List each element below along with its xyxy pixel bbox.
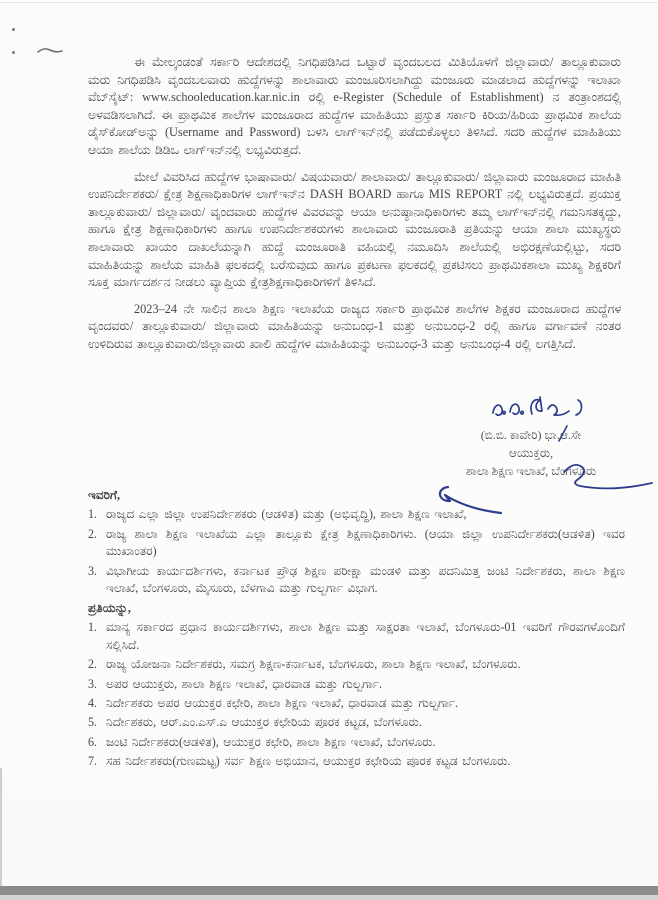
signatory-designation: ಆಯುಕ್ತರು, [508,446,554,460]
body-paragraph-2: ಮೇಲೆ ವಿವರಿಸಿದ ಹುದ್ದೆಗಳ ಭಾಷಾವಾರು/ ವಿಷಯವಾರು/ ಶಾಲಾವಾರು/ ತಾಲ್ಲೂಕುವಾರು/ ಜಿಲ್ಲಾವಾರು ಮಂಜೂರಾದ ಮಾಹಿತಿ ಉಪನಿರ್ದೇಶಕರು/ ಕ್ಷೇತ್ರ ಶಿಕ್ಷಣಾಧಿಕಾರಿಗಳ ಲಾಗ್‌ಇನ್‌ನ DASH BOARD ಹಾಗೂ MIS REPORT ನಲ್ಲಿ ಲಭ್ಯವಿರುತ್ತದೆ. ಪ್ರಯುಕ್ತ ತಾಲ್ಲೂಕುವಾರು/ ಜಿಲ್ಲಾವಾರು/ ವೃಂದವಾರು ಹುದ್ದೆಗಳ ವಿವರವನ್ನು ಆಯಾ ಅನುಷ್ಠಾನಾಧಿಕಾರಿಗಳು ತಮ್ಮ ಲಾಗ್‌ಇನ್‌ನಲ್ಲಿ ಗಮನಿಸತಕ್ಕದ್ದು, ಹಾಗೂ ಕ್ಷೇತ್ರ ಶಿಕ್ಷಣಾಧಿಕಾರಿಗಳು ಹಾಗೂ ಉಪನಿರ್ದೇಶಕರುಗಳು ಶಾಲಾವಾರು ಮಂಜೂರಾತಿ ಪ್ರತಿಯನ್ನು ಆಯಾ ಶಾಲಾ ಮುಖ್ಯಸ್ಥರು ಶಾಲಾವಾರು ಖಾಯಂ ದಾಖಲೆಯನ್ನಾಗಿ ಹುದ್ದೆ ಮಂಜೂರಾತಿ ವಹಿಯಲ್ಲಿ ನಮೂದಿಸಿ ಶಾಲೆಯಲ್ಲಿ ಅಭಿರಕ್ಷಣೆಯಲ್ಲಿಟ್ಟು, ಸದರಿ ಮಾಹಿತಿಯನ್ನು ಶಾಲೆಯ ಮಾಹಿತಿ ಫಲಕದಲ್ಲಿ ಬರೆಸುವುದು ಹಾಗೂ ಪ್ರಕಟಣಾ ಫಲಕದಲ್ಲಿ ಪ್ರಕಟಿಸಲು ಪ್ರಾಥಮಿಕಶಾಲಾ ಮುಖ್ಯ ಶಿಕ್ಷಕರಿಗೆ ಸೂಕ್ತ ಮಾರ್ಗದರ್ಶನ ನೀಡಲು ವ್ಯಾಪ್ತಿಯ ಕ್ಷೇತ್ರಶಿಕ್ಷಣಾಧಿಕಾರಿಗಳಿಗೆ ತಿಳಿಸಿದೆ. [88,169,621,290]
scan-bottom-band [0,886,658,895]
to-list-item: 3. ವಿಭಾಗೀಯ ಕಾರ್ಯದರ್ಶಿಗಳು, ಕರ್ನಾಟಕ ಪ್ರೌಢ ಶಿಕ್ಷಣ ಪರೀಕ್ಷಾ ಮಂಡಳಿ ಮತ್ತು ಪದನಿಮಿತ್ತ ಜಂಟಿ ನಿರ್ದೇಶಕರು, ಶಾಲಾ ಶಿಕ್ಷಣ ಇಲಾಖೆ, ಬೆಂಗಳೂರು, ಮೈಸೂರು, ಬೆಳಗಾವಿ ಮತ್ತು ಗುಲ್ಬರ್ಗಾ ವಿಭಾಗ. [88,563,625,596]
copy-list-item: 7. ಸಹ ನಿರ್ದೇಶಕರು(ಗುಣಮಟ್ಟ) ಸರ್ವ ಶಿಕ್ಷಣ ಅಭಿಯಾನ, ಆಯುಕ್ತರ ಕಛೇರಿಯ ಪೂರಕ ಕಟ್ಟಡ ಬೆಂಗಳೂರು. [88,754,511,769]
copy-list-item: 6. ಜಂಟಿ ನಿರ್ದೇಶಕರು(ಆಡಳಿತ), ಆಯುಕ್ತರ ಕಛೇರಿ, ಶಾಲಾ ಶಿಕ್ಷಣ ಇಲಾಖೆ, ಬೆಂಗಳೂರು. [88,734,436,749]
signatory-name: (ಬಿ.ಬಿ. ಕಾವೇರಿ) ಭಾ.ಆ.ಸೇ [480,428,582,442]
signatory-department: ಶಾಲಾ ಶಿಕ್ಷಣ ಇಲಾಖೆ, ಬೆಂಗಳೂರು [465,464,597,478]
scan-squiggle-mark [36,44,64,62]
scan-left-edge [0,768,2,888]
scan-speck [12,28,15,31]
scan-bottom-lip [0,895,658,900]
to-list-item: 1. ರಾಜ್ಯದ ಎಲ್ಲಾ ಜಿಲ್ಲಾ ಉಪನಿರ್ದೇಶಕರು (ಆಡಳಿತ) ಮತ್ತು (ಅಭಿವೃದ್ಧಿ), ಶಾಲಾ ಶಿಕ್ಷಣ ಇಲಾಖೆ, [88,507,467,522]
handwritten-date-scribble-icon [488,393,600,428]
distribution-to-section [88,487,625,599]
copy-to-section [88,600,625,773]
copy-list-item: 2. ರಾಜ್ಯ ಯೋಜನಾ ನಿರ್ದೇಶಕರು, ಸಮಗ್ರ ಶಿಕ್ಷಣ-ಕರ್ನಾಟಕ, ಬೆಂಗಳೂರು, ಶಾಲಾ ಶಿಕ್ಷಣ ಇಲಾಖೆ, ಬೆಂಗಳೂರು. [88,657,521,672]
scan-top-edge [0,2,658,3]
body-paragraph-1: ಈ ಮೇಲ್ಕಂಡಂತೆ ಸರ್ಕಾರಿ ಆದೇಶದಲ್ಲಿ ನಿಗಧಿಪಡಿಸಿದ ಒಟ್ಟಾರೆ ವೃಂದಬಲದ ಮಿತಿಯೊಳಗೆ ಜಿಲ್ಲಾವಾರು/ ತಾಲ್ಲೂಕುವಾರು ಮರು ನಿಗಧಿಪಡಿಸಿ ವೃಂದಬಲವಾರು ಹುದ್ದೆಗಳನ್ನು ಶಾಲಾವಾರು ಮಂಜೂರಿಸಲಾಗಿದ್ದು ಮಂಜೂರು ಮಾಡಲಾದ ಹುದ್ದೆಗಳನ್ನು ಇಲಾಖಾ ವೆಬ್‌ಸೈಟ್: www.schooleducation.kar.nic.in ರಲ್ಲಿ e-Register (Schedule of Establishment) ನ ತಂತ್ರಾಂಶದಲ್ಲಿ ಅಳವಡಿಸಲಾಗಿದೆ. ಈ ಪ್ರಾಥಮಿಕ ಶಾಲೆಗಳ ಮಂಜೂರಾದ ಹುದ್ದೆಗಳ ಮಾಹಿತಿಯು ಪ್ರಸ್ತುತ ಸರ್ಕಾರಿ ಕಿರಿಯ/ಹಿರಿಯ ಪ್ರಾಥಮಿಕ ಶಾಲೆಯ ಡೈಸ್‌ಕೋಡ್‌ಅನ್ನು (Username and Password) ಬಳಸಿ ಲಾಗ್‌ಇನ್‌ನಲ್ಲಿ ಪಡೆದುಕೊಳ್ಳಲು ತಿಳಿಸಿದೆ. ಸದರಿ ಹುದ್ದೆಗಳ ಮಾಹಿತಿಯು ಆಯಾ ಶಾಲೆಯ ಡಿಡಿಒ ಲಾಗ್‌ಇನ್‌ನಲ್ಲಿ ಲಭ್ಯವಿರುತ್ತದೆ. [88,55,621,157]
to-list-item: 2. ರಾಜ್ಯ ಶಾಲಾ ಶಿಕ್ಷಣ ಇಲಾಖೆಯ ಎಲ್ಲಾ ತಾಲ್ಲೂಕು ಕ್ಷೇತ್ರ ಶಿಕ್ಷಣಾಧಿಕಾರಿಗಳು. (ಆಯಾ ಜಿಲ್ಲಾ ಉಪನಿರ್ದೇಶಕರು(ಆಡಳಿತ) ಇವರ ಮುಖಾಂತರ) [88,526,625,559]
body-paragraph-3: 2023–24 ನೇ ಸಾಲಿನ ಶಾಲಾ ಶಿಕ್ಷಣ ಇಲಾಖೆಯ ರಾಜ್ಯದ ಸರ್ಕಾರಿ ಪ್ರಾಥಮಿಕ ಶಾಲೆಗಳ ಶಿಕ್ಷಕರ ಮಂಜೂರಾದ ಹುದ್ದೆಗಳ ವೃಂದವರು/ ತಾಲ್ಲೂಕುವಾರು/ ಜಿಲ್ಲಾವಾರು ಮಾಹಿತಿಯನ್ನು ಅನುಬಂಧ-1 ಮತ್ತು ಅನುಬಂಧ-2 ರಲ್ಲಿ ಹಾಗೂ ವರ್ಗಾವಣೆ ನಂತರ ಉಳಿದಿರುವ ತಾಲ್ಲೂಕುವಾರು/ಜಿಲ್ಲಾವಾರು ಖಾಲಿ ಹುದ್ದೆಗಳ ಮಾಹಿತಿಯನ್ನು ಅನುಬಂಧ-3 ಮತ್ತು ಅನುಬಂಧ-4 ರಲ್ಲಿ ಲಗತ್ತಿಸಿದೆ. [88,301,621,351]
copy-list-item: 3. ಅಪರ ಆಯುಕ್ತರು, ಶಾಲಾ ಶಿಕ್ಷಣ ಇಲಾಖೆ, ಧಾರವಾಡ ಮತ್ತು ಗುಲ್ಬರ್ಗಾ. [88,676,383,691]
to-section-label: ಇವರಿಗೆ, [88,488,121,502]
letter-body [88,54,621,354]
scan-speck [12,51,15,54]
copy-section-label: ಪ್ರತಿಯನ್ನು, [88,601,131,615]
copy-list-item: 5. ನಿರ್ದೇಶಕರು, ಆರ್.ಎಂ.ಎಸ್.ಎ ಆಯುಕ್ತರ ಕಛೇರಿಯ ಪೂರಕ ಕಟ್ಟಡ, ಬೆಂಗಳೂರು. [88,715,422,730]
copy-list-item: 4. ನಿರ್ದೇಶಕರು ಅಪರ ಆಯುಕ್ತರ ಕಛೇರಿ, ಶಾಲಾ ಶಿಕ್ಷಣ ಇಲಾಖೆ, ಧಾರವಾಡ ಮತ್ತು ಗುಲ್ಬರ್ಗಾ. [88,696,459,711]
pen-slash-icon [556,424,570,449]
copy-list-item: 1. ಮಾನ್ಯ ಸರ್ಕಾರದ ಪ್ರಧಾನ ಕಾರ್ಯದರ್ಶಿಗಳು, ಶಾಲಾ ಶಿಕ್ಷಣ ಮತ್ತು ಸಾಕ್ಷರತಾ ಇಲಾಖೆ, ಬೆಂಗಳೂರು-01 ಇವರಿಗೆ ಗೌರವಗಳೊಂದಿಗೆ ಸಲ್ಲಿಸಿದೆ. [88,620,625,652]
